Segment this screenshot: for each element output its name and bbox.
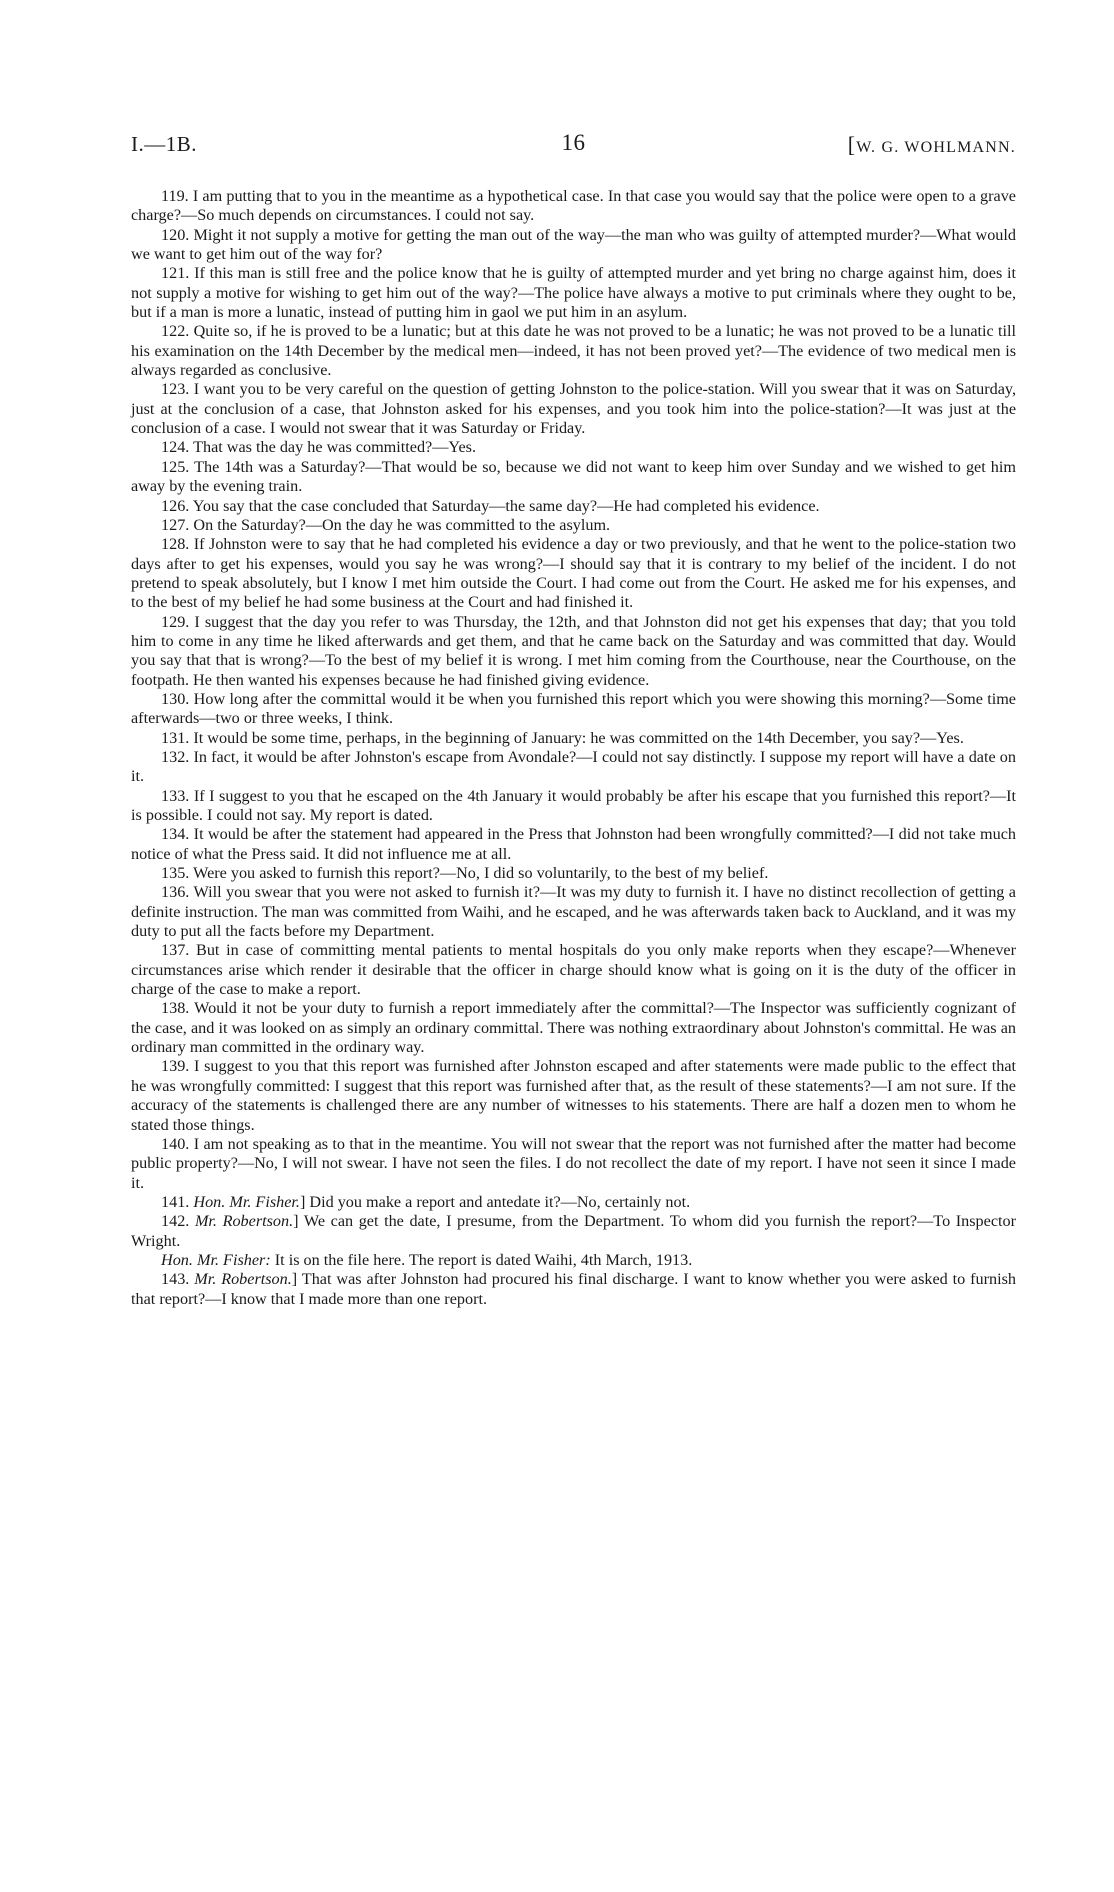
paragraph-text: 124. That was the day he was committed?—Yes.	[161, 438, 477, 457]
paragraph-text: 123. I want you to be very careful on the question of getting Johnston to the police-station. Will you swear that it was on Saturday, just at the conclusion of a case, that Johnston asked for his expenses, and you took him into the police-station?—It was just at the conclusion of a case. I would not swear that it was Saturday or Friday.	[131, 380, 1016, 438]
paragraph-text: 125. The 14th was a Saturday?—That would be so, because we did not want to keep him over Sunday and we wished to get him away by the evening train.	[131, 457, 1016, 496]
paragraph-text: 133. If I suggest to you that he escaped on the 4th January it would probably be after his escape that you furnished this report?—It is possible. I could not say. My report is dated.	[131, 786, 1016, 824]
testimony-paragraph	[131, 264, 1016, 322]
question-number: 141.	[161, 1192, 194, 1211]
testimony-paragraph	[131, 864, 1016, 883]
paragraph-text: It is on the file here. The report is dated Waihi, 4th March, 1913.	[270, 1250, 693, 1269]
question-number: 143.	[161, 1270, 195, 1289]
speaker-name: Mr. Robertson.	[194, 1212, 294, 1231]
paragraph-text: 132. In fact, it would be after Johnston's escape from Avondale?—I could not say distinctly. I suppose my report will have a date on it.	[131, 747, 1016, 786]
testimony-paragraph	[131, 1135, 1016, 1193]
testimony-paragraph	[131, 1057, 1016, 1134]
paragraph-text: 136. Will you swear that you were not asked to furnish it?—It was my duty to furnish it. I have no distinct recollection of getting a definite instruction. The man was committed from Waihi, and he escaped, and he was afterwards taken back to Auckland, and it was my duty to put all the facts before my Department.	[131, 883, 1016, 941]
paragraph-text: 130. How long after the committal would it be when you furnished this report which you were showing this morning?—Some time afterwards—two or three weeks, I think.	[131, 689, 1016, 728]
paragraph-text: 137. But in case of committing mental patients to mental hospitals do you only make reports when they escape?—Whenever circumstances arise which render it desirable that the officer in charge should know what is going on it is the duty of the officer in charge of the case to make a report.	[131, 941, 1016, 999]
paragraph-text: 129. I suggest that the day you refer to was Thursday, the 12th, and that Johnston did not get his expenses that day; that you told him to come in any time he liked afterwards and get them, and that he came back on the Saturday and was committed that day. Would you say that that is wrong?—To the best of my belief it is wrong. I met him coming from the Courthouse, near the Courthouse, on the footpath. He then wanted his expenses because he had finished giving evidence.	[131, 612, 1016, 689]
testimony-paragraph	[131, 187, 1016, 226]
question-number: 142.	[161, 1212, 195, 1231]
paragraph-text: 121. If this man is still free and the police know that he is guilty of attempted murder and yet bring no charge against him, does it not supply a motive for wishing to get him out of the way?—The police have always a motive to put criminals where they ought to be, but if a man is more a lunatic, instead of putting him in gaol we put him in an asylum.	[131, 264, 1016, 322]
testimony-paragraph	[131, 438, 1016, 457]
testimony-paragraph	[131, 535, 1016, 612]
paragraph-text: 128. If Johnston were to say that he had completed his evidence a day or two previously, and that he went to the police-station two days after to get his expenses, would you say he was wrong?—I should say that it is contrary to my belief of the incident. I do not pretend to speak absolutely, but I know I met him outside the Court. I had come out from the Court. He asked me for his expenses, and to the best of my belief he had some business at the Court and had finished it.	[131, 535, 1016, 612]
witness-name-text: W. G. WOHLMANN.	[856, 139, 1016, 156]
speaker-name: Hon. Mr. Fisher:	[161, 1250, 271, 1269]
testimony-body	[131, 187, 1016, 1309]
paragraph-text: 120. Might it not supply a motive for getting the man out of the way—the man who was guilty of attempted murder?—What would we want to get him out of the way for?	[131, 225, 1016, 264]
paragraph-text: 135. Were you asked to furnish this report?—No, I did so voluntarily, to the best of my belief.	[161, 864, 769, 883]
paragraph-text: 138. Would it not be your duty to furnish a report immediately after the committal?—The Inspector was sufficiently cognizant of the case, and it was looked on as simply an ordinary committal. There was nothing extraordinary about Johnston's committal. He was an ordinary man committed in the ordinary way.	[131, 999, 1016, 1057]
testimony-paragraph	[131, 516, 1016, 535]
testimony-paragraph	[131, 1251, 1016, 1270]
bracket: [	[847, 132, 857, 157]
page-number: 16	[561, 130, 586, 155]
paragraph-text: ] Did you make a report and antedate it?—No, certainly not.	[299, 1192, 691, 1211]
testimony-paragraph	[131, 748, 1016, 787]
testimony-paragraph	[131, 999, 1016, 1057]
testimony-paragraph	[131, 458, 1016, 497]
page-header	[131, 132, 1016, 166]
testimony-paragraph	[131, 690, 1016, 729]
witness-name	[848, 132, 1016, 158]
paragraph-text: 119. I am putting that to you in the meantime as a hypothetical case. In that case you would say that the police were open to a grave charge?—So much depends on circumstances. I could not say.	[131, 187, 1016, 225]
paragraph-text: 140. I am not speaking as to that in the meantime. You will not swear that the report was not furnished after the matter had become public property?—No, I will not swear. I have not seen the files. I do not recollect the date of my report. I have not seen it since I made it.	[131, 1134, 1016, 1192]
paragraph-text: 127. On the Saturday?—On the day he was committed to the asylum.	[161, 515, 611, 534]
speaker-name: Mr. Robertson.	[194, 1270, 292, 1289]
testimony-paragraph	[131, 941, 1016, 999]
testimony-paragraph	[131, 1193, 1016, 1212]
paragraph-text: 134. It would be after the statement had appeared in the Press that Johnston had been wrongfully committed?—I did not take much notice of what the Press said. It did not influence me at all.	[131, 825, 1016, 863]
paragraph-text: ] We can get the date, I presume, from the Department. To whom did you furnish the report?—To Inspector Wright.	[131, 1212, 1016, 1250]
testimony-paragraph	[131, 613, 1016, 690]
testimony-paragraph	[131, 1212, 1016, 1251]
testimony-paragraph	[131, 322, 1016, 380]
paragraph-text: 139. I suggest to you that this report was furnished after Johnston escaped and after statements were made public to the effect that he was wrongfully committed: I suggest that this report was furnished after that, as the result of these statements?—I am not sure. If the accuracy of the statements is challenged there are any number of witnesses to his statements. There are half a dozen men to whom he stated those things.	[131, 1057, 1016, 1134]
paragraph-text: 126. You say that the case concluded that Saturday—the same day?—He had completed his evidence.	[161, 496, 820, 515]
speaker-name: Hon. Mr. Fisher.	[193, 1192, 300, 1211]
paragraph-text: 122. Quite so, if he is proved to be a lunatic; but at this date he was not proved to be a lunatic; he was not proved to be a lunatic till his examination on the 14th December by the medical men—indeed, it has not been proved yet?—The evidence of two medical men is always regarded as conclusive.	[131, 322, 1016, 380]
testimony-paragraph	[131, 380, 1016, 438]
testimony-paragraph	[131, 1270, 1016, 1309]
document-reference: I.—1B.	[131, 132, 197, 156]
testimony-paragraph	[131, 825, 1016, 864]
paragraph-text: ] That was after Johnston had procured his final discharge. I want to know whether you were asked to furnish that report?—I know that I made more than one report.	[131, 1270, 1017, 1308]
testimony-paragraph	[131, 787, 1016, 826]
testimony-paragraph	[131, 497, 1016, 516]
paragraph-text: 131. It would be some time, perhaps, in the beginning of January: he was committed on the 14th December, you say?—Yes.	[161, 728, 964, 747]
testimony-paragraph	[131, 729, 1016, 748]
testimony-paragraph	[131, 226, 1016, 265]
testimony-paragraph	[131, 883, 1016, 941]
